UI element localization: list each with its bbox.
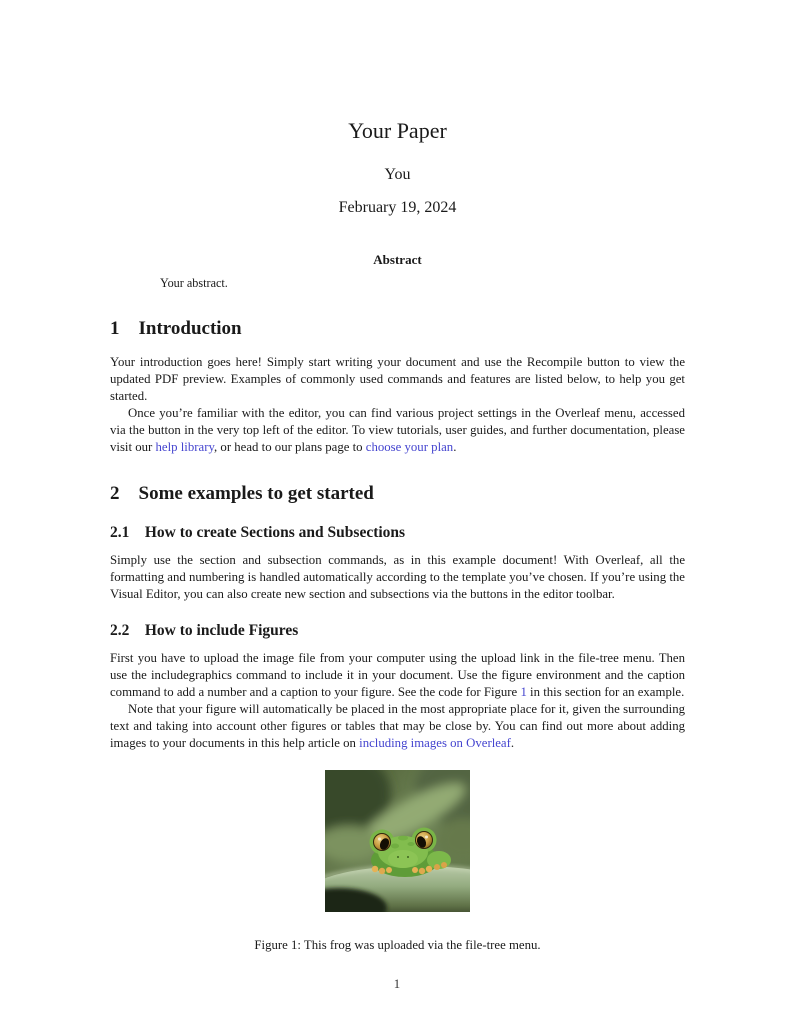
frog-image — [325, 770, 470, 912]
help-library-link[interactable]: help library — [155, 440, 215, 455]
paragraph-text: First you have to upload the image file from your computer using the upload link in the file-tree menu. Then use the includegraphics command to include it in your document. Use the figure environment and the caption command to add a number and a caption to your figure. See the code for Figure — [110, 650, 685, 699]
paragraph-text: . — [510, 735, 515, 750]
paper-title: Your Paper — [348, 118, 447, 143]
subsection-2-2-heading — [110, 622, 685, 640]
figure-1 — [110, 770, 685, 953]
section-1-title: Introduction — [138, 318, 242, 340]
figures-paragraph-2 — [110, 701, 685, 752]
paper-date: February 19, 2024 — [338, 199, 457, 217]
paragraph-text: in this section for an example. — [526, 684, 685, 699]
paragraph-text: . — [453, 440, 457, 455]
choose-your-plan-link[interactable]: choose your plan — [365, 440, 454, 455]
subsection-2-1-title: How to create Sections and Subsections — [144, 524, 406, 542]
section-1-heading — [110, 318, 685, 340]
abstract-heading: Abstract — [373, 252, 422, 268]
section-2-title: Some examples to get started — [138, 483, 374, 505]
section-2-number: 2 — [110, 483, 120, 505]
abstract-section — [144, 252, 651, 291]
subsection-2-2-title: How to include Figures — [144, 621, 299, 639]
intro-paragraph-2 — [110, 405, 685, 456]
section-2-heading — [110, 483, 685, 505]
section-1-number: 1 — [110, 318, 120, 340]
abstract-text: Your abstract. — [160, 276, 228, 291]
subsection-2-2-number: 2.2 — [110, 621, 130, 639]
paragraph-text: Once you’re familiar with the editor, you can find various project settings in the Overleaf menu, accessed via the button in the very top left of the editor. To view tutorials, user guides, and further documentation, please visit our — [110, 406, 685, 455]
including-images-link[interactable]: including images on Overleaf — [359, 735, 511, 750]
sections-paragraph: Simply use the section and subsection commands, as in this example document! With Overleaf, all the formatting and numbering is handled automatically according to the template you’ve chosen. If you’re using the Visual Editor, you can also create new section and subsections via the buttons in the editor toolbar. — [110, 552, 685, 601]
page-number: 1 — [393, 977, 401, 991]
subsection-2-1-number: 2.1 — [110, 524, 130, 542]
figure-caption: Figure 1: This frog was uploaded via the file-tree menu. — [254, 937, 541, 952]
figures-paragraph-1 — [110, 650, 685, 701]
subsection-2-1-heading — [110, 524, 685, 542]
intro-paragraph-1: Your introduction goes here! Simply start writing your document and use the Recompile button to view the updated PDF preview. Examples of commonly used commands and features are listed below, to help you get started. — [110, 355, 685, 404]
text-column — [110, 0, 685, 953]
paragraph-text: Note that your figure will automatically be placed in the most appropriate place for it, given the surrounding text and taking into account other figures or tables that may be close by. You can find out more about adding images to your documents in this help article on — [110, 701, 685, 750]
paper-author: You — [384, 166, 411, 184]
paragraph-text: , or head to our plans page to — [214, 440, 366, 455]
figure-1-ref-link[interactable]: 1 — [520, 684, 527, 699]
